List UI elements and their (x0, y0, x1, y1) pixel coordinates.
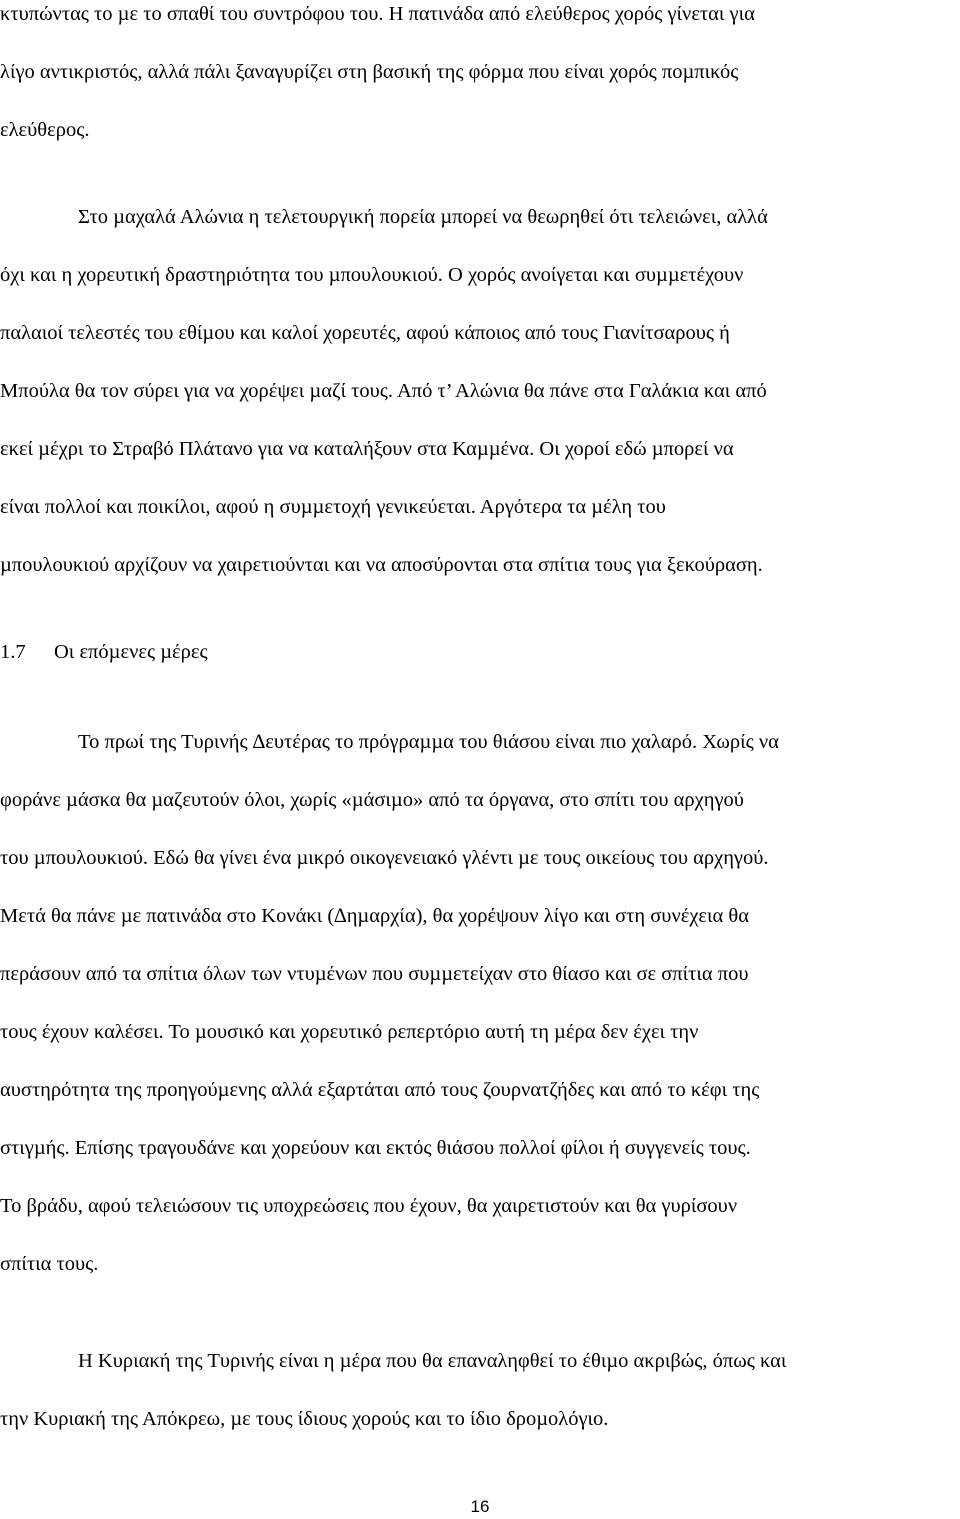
text-line: περάσουν από τα σπίτια όλων των ντυµένων που συµµετείχαν στο θίασο και σε σπίτια που (0, 963, 749, 985)
page-number: 16 (470, 1497, 490, 1516)
text-line: Η Κυριακή της Τυρινής είναι η µέρα που θα επαναληφθεί το έθιµο ακριβώς, όπως και (78, 1350, 787, 1372)
section-title: Οι επόµενες µέρες (54, 641, 208, 663)
text-line: Μετά θα πάνε µε πατινάδα στο Κονάκι (∆ηµαρχία), θα χορέψουν λίγο και στη συνέχεια θα (0, 905, 749, 927)
text-line: ελεύθερος. (0, 119, 90, 141)
text-line: κτυπώντας το µε το σπαθί του συντρόφου του. Η πατινάδα από ελεύθερος χορός γίνεται για (0, 3, 755, 25)
text-line: αυστηρότητα της προηγούµενης αλλά εξαρτάται από τους ζουρνατζήδες και από το κέφι της (0, 1079, 760, 1101)
text-line: τους έχουν καλέσει. Το µουσικό και χορευτικό ρεπερτόριο αυτή τη µέρα δεν έχει την (0, 1021, 699, 1043)
text-line: όχι και η χορευτική δραστηριότητα του µπουλουκιού. Ο χορός ανοίγεται και συµµετέχουν (0, 264, 744, 286)
text-line: στιγµής. Επίσης τραγουδάνε και χορεύουν και εκτός θιάσου πολλοί φίλοι ή συγγενείς τους. (0, 1137, 751, 1159)
text-line: σπίτια τους. (0, 1253, 99, 1275)
text-line: µπουλουκιού αρχίζουν να χαιρετιούνται και να αποσύρονται στα σπίτια τους για ξεκούραση. (0, 554, 763, 576)
section-number: 1.7 (0, 641, 26, 663)
text-line: του µπουλουκιού. Εδώ θα γίνει ένα µικρό οικογενειακό γλέντι µε τους οικείους του αρχηγού. (0, 847, 769, 869)
text-line: την Κυριακή της Απόκρεω, µε τους ίδιους χορούς και το ίδιο δροµολόγιο. (0, 1408, 609, 1430)
text-line: λίγο αντικριστός, αλλά πάλι ξαναγυρίζει στη βασική της φόρµα που είναι χορός ποµπικός (0, 61, 739, 83)
text-line: Το βράδυ, αφού τελειώσουν τις υποχρεώσεις που έχουν, θα χαιρετιστούν και θα γυρίσουν (0, 1195, 738, 1217)
text-line: εκεί µέχρι το Στραβό Πλάτανο για να καταλήξουν στα Καµµένα. Οι χοροί εδώ µπορεί να (0, 438, 734, 460)
text-line: φοράνε µάσκα θα µαζευτούν όλοι, χωρίς «µάσιµο» από τα όργανα, στο σπίτι του αρχηγού (0, 789, 744, 811)
text-line: Στο µαχαλά Αλώνια η τελετουργική πορεία µπορεί να θεωρηθεί ότι τελειώνει, αλλά (78, 206, 768, 228)
text-line: παλαιοί τελεστές του εθίµου και καλοί χορευτές, αφού κάποιος από τους Γιανίτσαρους ή (0, 322, 730, 344)
text-line: Το πρωί της Τυρινής ∆ευτέρας το πρόγραµµα του θιάσου είναι πιο χαλαρό. Χωρίς να (78, 731, 779, 753)
text-line: Μπούλα θα τον σύρει για να χορέψει µαζί τους. Από τ’ Αλώνια θα πάνε στα Γαλάκια και από (0, 380, 767, 402)
text-line: είναι πολλοί και ποικίλοι, αφού η συµµετοχή γενικεύεται. Αργότερα τα µέλη του (0, 496, 666, 518)
